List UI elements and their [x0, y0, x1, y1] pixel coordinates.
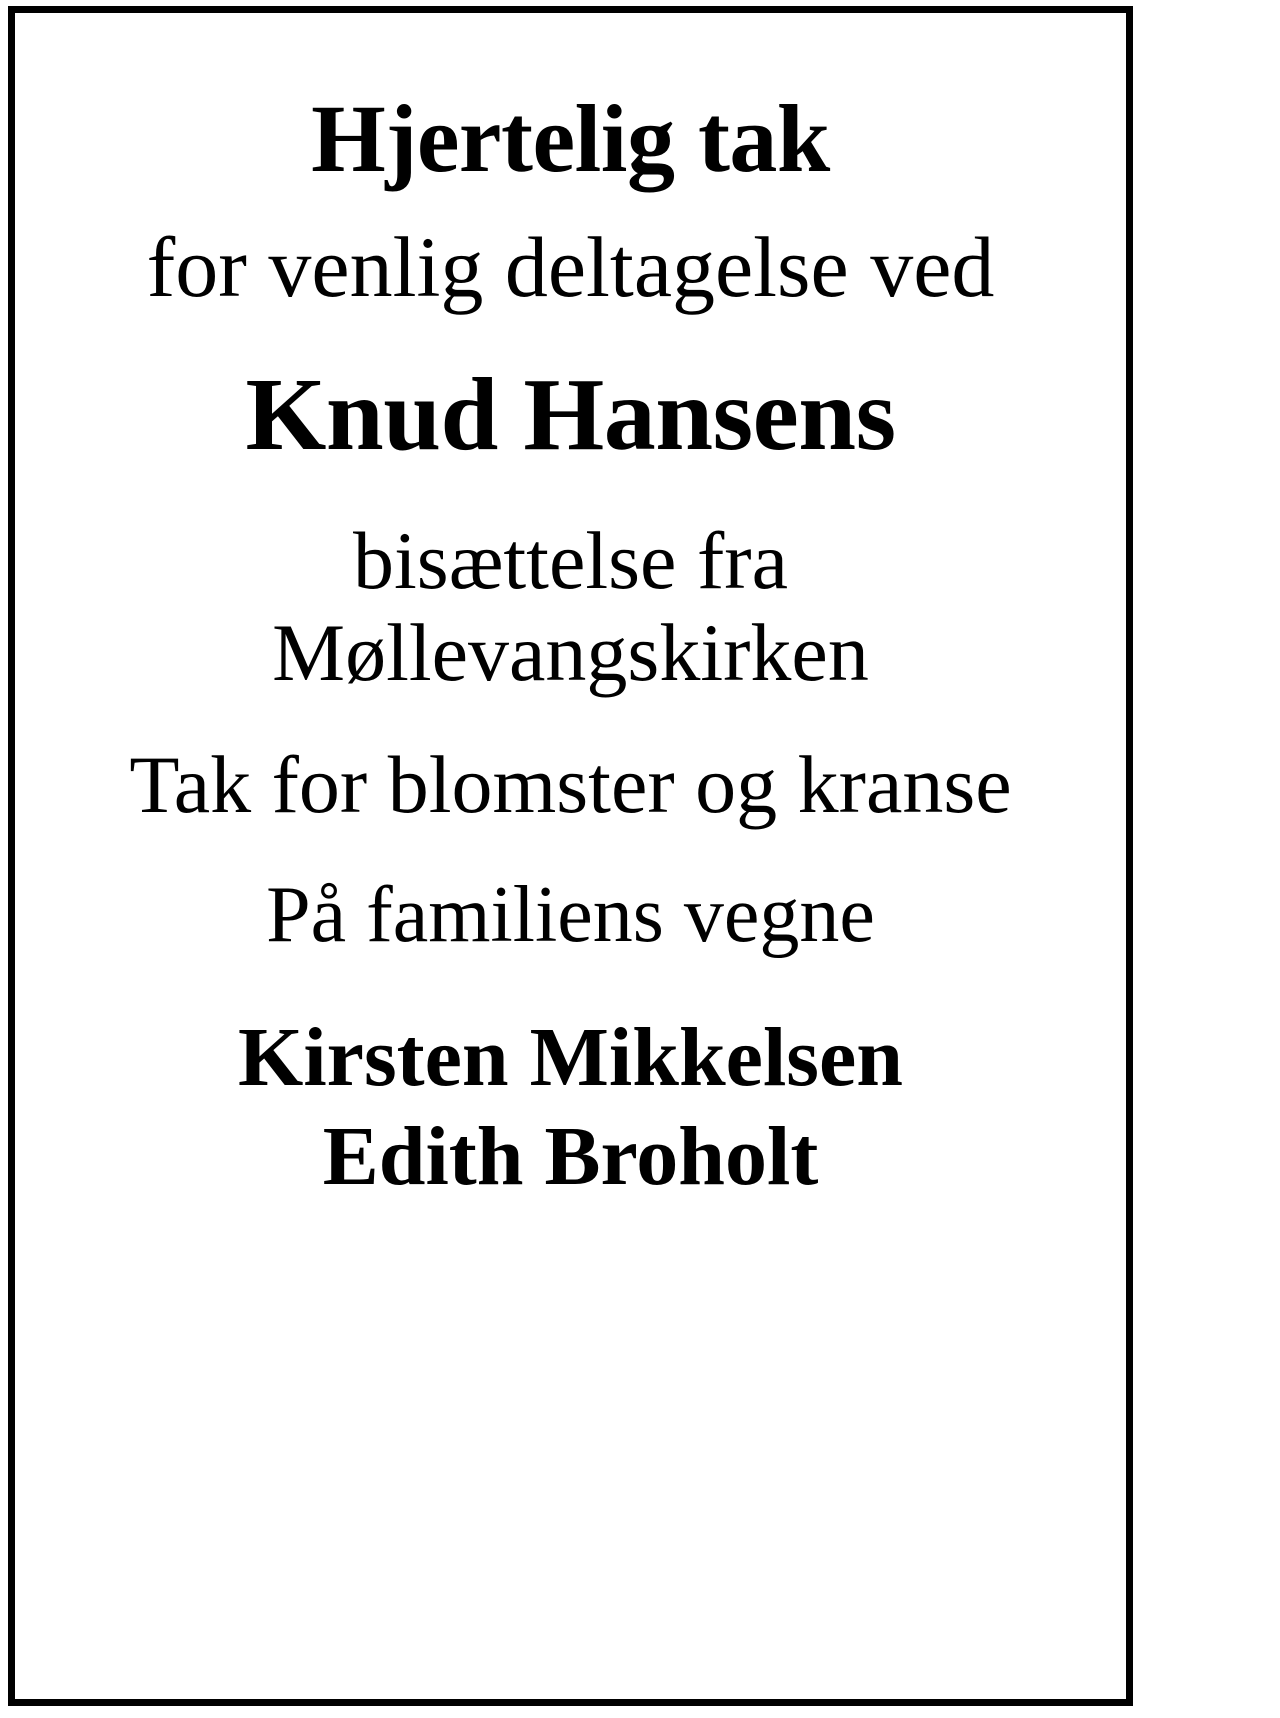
ceremony-details: bisættelse fra Møllevangskirken — [272, 515, 869, 699]
notice-subline: for venlig deltagelse ved — [146, 218, 995, 315]
deceased-name: Knud Hansens — [245, 356, 896, 472]
notice-headline: Hjertelig tak — [311, 85, 830, 192]
thank-you-notice-card — [8, 6, 1133, 1706]
signatory-second: Edith Broholt — [322, 1110, 819, 1204]
on-behalf-of-family: På familiens vegne — [266, 870, 875, 959]
signatory-first: Kirsten Mikkelsen — [238, 1011, 903, 1105]
thanks-for-flowers: Tak for blomster og kranse — [129, 738, 1012, 830]
